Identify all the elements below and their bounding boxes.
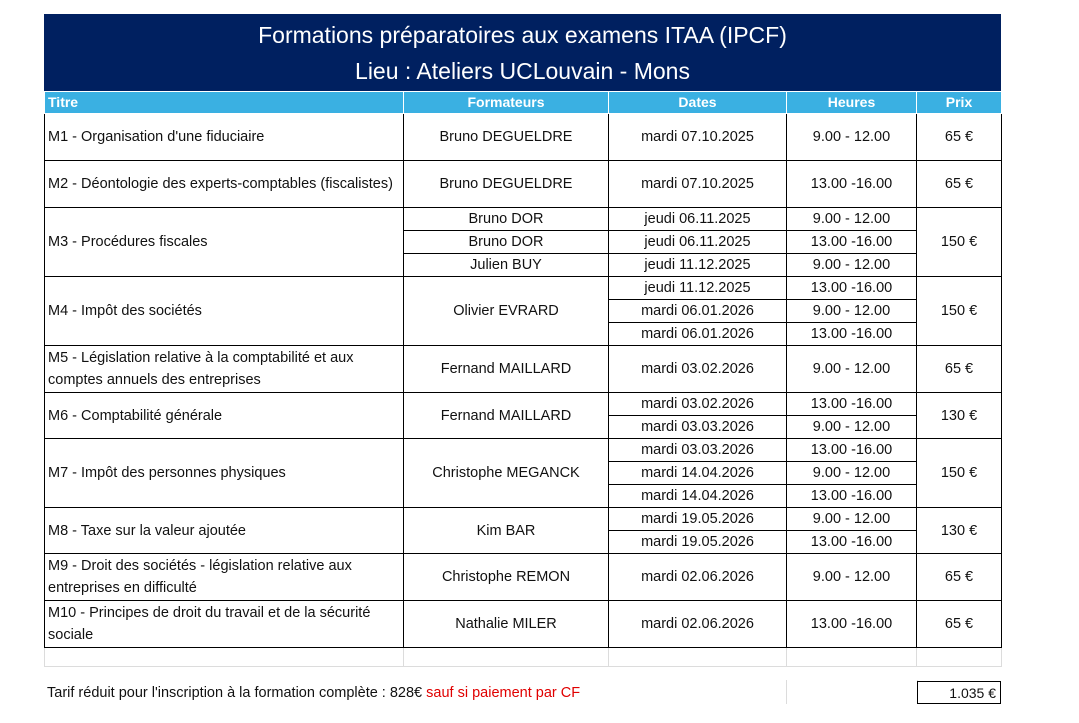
trainer-cell: Christophe MEGANCK (404, 439, 609, 508)
table-header-row (45, 92, 1002, 114)
session-date-cell: mardi 19.05.2026 (609, 508, 787, 531)
session-date-cell: jeudi 06.11.2025 (609, 231, 787, 254)
session-date-cell: jeudi 06.11.2025 (609, 208, 787, 231)
session-date-cell: mardi 07.10.2025 (609, 161, 787, 208)
module-price-cell: 65 € (917, 346, 1002, 393)
trainer-cell: Fernand MAILLARD (404, 393, 609, 439)
empty-cell (917, 648, 1002, 667)
session-date-cell: mardi 03.02.2026 (609, 393, 787, 416)
reduced-rate-text: Tarif réduit pour l'inscription à la formation complète : 828€ (47, 685, 427, 701)
session-hours-cell: 13.00 -16.00 (787, 439, 917, 462)
empty-cell (404, 648, 609, 667)
module-price-cell: 65 € (917, 161, 1002, 208)
trainer-cell: Nathalie MILER (404, 601, 609, 648)
session-hours-cell: 9.00 - 12.00 (787, 508, 917, 531)
table-row (45, 554, 1002, 601)
schedule-body (45, 114, 1002, 667)
trainer-cell: Bruno DEGUELDRE (404, 161, 609, 208)
payment-exception-text: sauf si paiement par CF (426, 685, 581, 701)
session-hours-cell: 9.00 - 12.00 (787, 300, 917, 323)
table-row (45, 393, 1002, 416)
session-hours-cell: 9.00 - 12.00 (787, 462, 917, 485)
session-hours-cell: 13.00 -16.00 (787, 323, 917, 346)
module-title-cell: M4 - Impôt des sociétés (45, 277, 404, 346)
module-title-cell: M8 - Taxe sur la valeur ajoutée (45, 508, 404, 554)
trainer-cell: Christophe REMON (404, 554, 609, 601)
table-row (45, 601, 1002, 648)
session-hours-cell: 9.00 - 12.00 (787, 208, 917, 231)
session-hours-cell: 13.00 -16.00 (787, 231, 917, 254)
column-header-titre: Titre (45, 92, 404, 114)
table-row (45, 346, 1002, 393)
column-header-prix: Prix (917, 92, 1002, 114)
session-date-cell: mardi 14.04.2026 (609, 462, 787, 485)
table-title-banner (44, 14, 1001, 91)
table-row (45, 114, 1002, 161)
empty-cell (609, 648, 787, 667)
session-date-cell: mardi 02.06.2026 (609, 601, 787, 648)
session-date-cell: mardi 06.01.2026 (609, 300, 787, 323)
session-date-cell: mardi 03.02.2026 (609, 346, 787, 393)
trainer-cell: Fernand MAILLARD (404, 346, 609, 393)
module-price-cell: 150 € (917, 208, 1002, 277)
session-hours-cell: 13.00 -16.00 (787, 393, 917, 416)
location-subtitle: Lieu : Ateliers UCLouvain - Mons (355, 58, 690, 84)
table-row (45, 161, 1002, 208)
empty-cell (787, 648, 917, 667)
session-date-cell: mardi 02.06.2026 (609, 554, 787, 601)
module-title-cell: M6 - Comptabilité générale (45, 393, 404, 439)
session-hours-cell: 9.00 - 12.00 (787, 254, 917, 277)
module-price-cell: 65 € (917, 114, 1002, 161)
session-hours-cell: 9.00 - 12.00 (787, 416, 917, 439)
trainer-cell: Bruno DOR (404, 208, 609, 231)
trainer-cell: Bruno DEGUELDRE (404, 114, 609, 161)
trainer-cell: Bruno DOR (404, 231, 609, 254)
empty-cell (45, 648, 404, 667)
session-hours-cell: 13.00 -16.00 (787, 485, 917, 508)
reduced-rate-note (47, 683, 580, 703)
trainer-cell: Julien BUY (404, 254, 609, 277)
session-date-cell: jeudi 11.12.2025 (609, 277, 787, 300)
session-date-cell: mardi 19.05.2026 (609, 531, 787, 554)
module-price-cell: 130 € (917, 508, 1002, 554)
session-date-cell: mardi 03.03.2026 (609, 416, 787, 439)
table-title: Formations préparatoires aux examens ITAA (IPCF) (258, 22, 787, 48)
module-price-cell: 65 € (917, 554, 1002, 601)
session-date-cell: mardi 07.10.2025 (609, 114, 787, 161)
module-title-cell: M5 - Législation relative à la comptabilité et aux comptes annuels des entreprises (45, 346, 404, 393)
table-row (45, 508, 1002, 531)
footer-empty-cell (786, 680, 918, 704)
table-row (45, 277, 1002, 300)
table-row (45, 208, 1002, 231)
schedule-table (44, 91, 1002, 667)
column-header-formateurs: Formateurs (404, 92, 609, 114)
session-hours-cell: 9.00 - 12.00 (787, 346, 917, 393)
trainer-cell: Kim BAR (404, 508, 609, 554)
column-header-dates: Dates (609, 92, 787, 114)
module-title-cell: M3 - Procédures fiscales (45, 208, 404, 277)
session-date-cell: mardi 14.04.2026 (609, 485, 787, 508)
module-title-cell: M10 - Principes de droit du travail et de la sécurité sociale (45, 601, 404, 648)
module-title-cell: M7 - Impôt des personnes physiques (45, 439, 404, 508)
module-title-cell: M9 - Droit des sociétés - législation relative aux entreprises en difficulté (45, 554, 404, 601)
session-date-cell: mardi 03.03.2026 (609, 439, 787, 462)
module-price-cell: 150 € (917, 439, 1002, 508)
session-hours-cell: 13.00 -16.00 (787, 531, 917, 554)
session-hours-cell: 13.00 -16.00 (787, 601, 917, 648)
table-row (45, 439, 1002, 462)
module-price-cell: 150 € (917, 277, 1002, 346)
session-date-cell: jeudi 11.12.2025 (609, 254, 787, 277)
column-header-heures: Heures (787, 92, 917, 114)
session-hours-cell: 9.00 - 12.00 (787, 114, 917, 161)
module-title-cell: M2 - Déontologie des experts-comptables (fiscalistes) (45, 161, 404, 208)
session-hours-cell: 13.00 -16.00 (787, 161, 917, 208)
module-price-cell: 65 € (917, 601, 1002, 648)
trainer-cell: Olivier EVRARD (404, 277, 609, 346)
total-price-cell: 1.035 € (917, 681, 1001, 704)
footer-row (44, 680, 1001, 706)
session-hours-cell: 13.00 -16.00 (787, 277, 917, 300)
empty-row (45, 648, 1002, 667)
session-hours-cell: 9.00 - 12.00 (787, 554, 917, 601)
module-title-cell: M1 - Organisation d'une fiduciaire (45, 114, 404, 161)
module-price-cell: 130 € (917, 393, 1002, 439)
session-date-cell: mardi 06.01.2026 (609, 323, 787, 346)
